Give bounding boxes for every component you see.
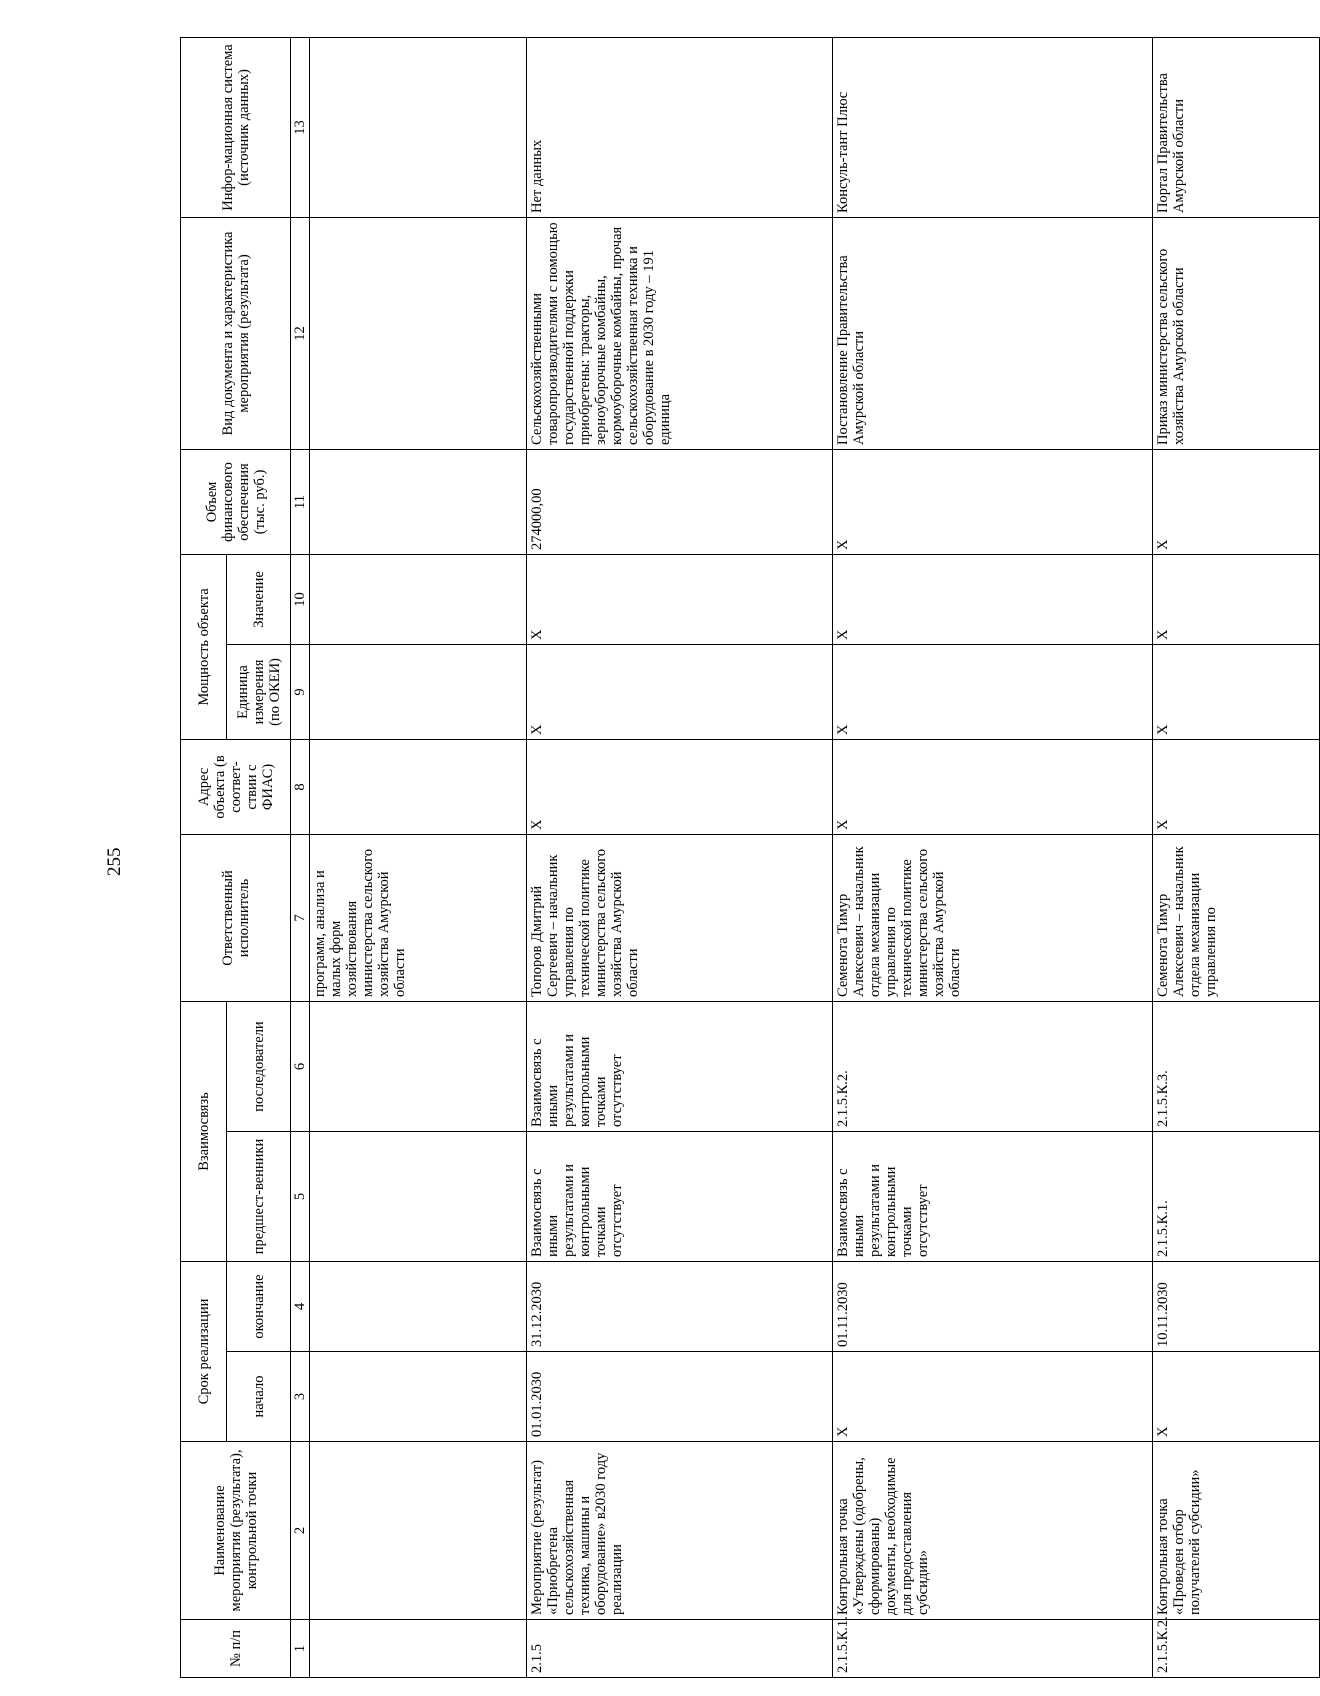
cell-value: X [833, 554, 1153, 644]
cell-name: Контрольная точка «Утверждены (одобрены, сформированы) документы, необходимые для предоставления субсидии» [833, 1442, 1153, 1620]
table-row-2-1-5-k2 [1153, 37, 1320, 1677]
header-value: Значение [227, 554, 291, 644]
cell-name: Мероприятие (результат) «Приобретена сельскохозяйственная техника, машины и оборудование» в2030 году реализации [527, 1442, 833, 1620]
column-number: 8 [291, 739, 310, 834]
table-row-continuation [310, 37, 527, 1677]
cell-info: Портал Правительства Амурской области [1153, 37, 1320, 217]
column-number: 12 [291, 217, 310, 449]
cell-doc: Постановление Правительства Амурской области [833, 217, 1153, 449]
column-number: 7 [291, 834, 310, 1001]
cell-doc [310, 217, 527, 449]
cell-unit: X [527, 644, 833, 739]
cell-value [310, 554, 527, 644]
table-row-2-1-5-k1 [833, 37, 1153, 1677]
cell-info [310, 37, 527, 217]
column-number: 5 [291, 1132, 310, 1262]
cell-address: X [833, 739, 1153, 834]
column-number: 6 [291, 1001, 310, 1131]
cell-num [310, 1620, 527, 1678]
cell-num: 2.1.5 [527, 1620, 833, 1678]
cell-finance: 274000,00 [527, 449, 833, 554]
cell-num: 2.1.5.К.1. [833, 1620, 1153, 1678]
header-doc-type: Вид документа и характеристика мероприятия (результата) [181, 217, 291, 449]
column-number: 4 [291, 1262, 310, 1352]
header-info-system: Инфор-мационная система (источник данных) [181, 37, 291, 217]
cell-unit: X [833, 644, 1153, 739]
cell-value: X [1153, 554, 1320, 644]
cell-info: Нет данных [527, 37, 833, 217]
cell-address: X [527, 739, 833, 834]
cell-finance: X [833, 449, 1153, 554]
column-number: 1 [291, 1620, 310, 1678]
header-address: Адрес объекта (в соответ-ствии с ФИАС) [181, 739, 291, 834]
column-number: 10 [291, 554, 310, 644]
cell-end [310, 1262, 527, 1352]
cell-unit [310, 644, 527, 739]
cell-info: Консуль-тант Плюс [833, 37, 1153, 217]
cell-address: X [1153, 739, 1320, 834]
cell-predecessors: 2.1.5.К.1. [1153, 1132, 1320, 1262]
cell-successors: 2.1.5.К.3. [1153, 1001, 1320, 1131]
cell-value: X [527, 554, 833, 644]
header-period: Срок реализации [181, 1262, 227, 1442]
cell-successors: Взаимосвязь с иными результатами и контрольными точками отсутствует [527, 1001, 833, 1131]
cell-executor: Семенота Тимур Алексеевич – начальник отдела механизации управления по [1153, 834, 1320, 1001]
header-start: начало [227, 1352, 291, 1442]
column-number: 2 [291, 1442, 310, 1620]
header-name: Наименование мероприятия (результата), контрольной точки [181, 1442, 291, 1620]
header-num: № п/п [181, 1620, 291, 1678]
rotated-table-container [180, 38, 1320, 1678]
cell-start: X [1153, 1352, 1320, 1442]
cell-doc: Приказ министерства сельского хозяйства Амурской области [1153, 217, 1320, 449]
cell-predecessors: Взаимосвязь с иными результатами и контрольными точками отсутствует [833, 1132, 1153, 1262]
cell-end: 10.11.2030 [1153, 1262, 1320, 1352]
header-relation: Взаимосвязь [181, 1001, 227, 1261]
header-row-1 [181, 37, 227, 1677]
cell-executor: программ, анализа и малых форм хозяйствования министерства сельского хозяйства Амурской области [310, 834, 527, 1001]
cell-doc: Сельскохозяйственными товаропроизводителями с помощью государственной поддержки приобретены: тракторы, зерноуборочные комбайны, кормоуборочные комбайны, прочая сельскохозяйственная техника и оборудование в 2030 году – 191 единица [527, 217, 833, 449]
cell-unit: X [1153, 644, 1320, 739]
events-table [180, 37, 1320, 1678]
header-successors: последователи [227, 1001, 291, 1131]
header-end: окончание [227, 1262, 291, 1352]
column-number: 9 [291, 644, 310, 739]
cell-end: 31.12.2030 [527, 1262, 833, 1352]
column-number: 3 [291, 1352, 310, 1442]
cell-executor: Семенота Тимур Алексеевич – начальник отдела механизации управления по технической политике министерства сельского хозяйства Амурской области [833, 834, 1153, 1001]
cell-start [310, 1352, 527, 1442]
cell-name [310, 1442, 527, 1620]
table-row-2-1-5 [527, 37, 833, 1677]
column-numbers-row [291, 37, 310, 1677]
header-executor: Ответственный исполнитель [181, 834, 291, 1001]
cell-successors: 2.1.5.К.2. [833, 1001, 1153, 1131]
column-number: 13 [291, 37, 310, 217]
cell-start: 01.01.2030 [527, 1352, 833, 1442]
cell-predecessors [310, 1132, 527, 1262]
column-number: 11 [291, 449, 310, 554]
cell-address [310, 739, 527, 834]
cell-finance [310, 449, 527, 554]
cell-num: 2.1.5.К.2. [1153, 1620, 1320, 1678]
header-predecessors: предшест-венники [227, 1132, 291, 1262]
cell-successors [310, 1001, 527, 1131]
header-unit: Единица измерения (по ОКЕИ) [227, 644, 291, 739]
cell-finance: X [1153, 449, 1320, 554]
cell-name: Контрольная точка «Проведен отбор получателей субсидии» [1153, 1442, 1320, 1620]
cell-predecessors: Взаимосвязь с иными результатами и контрольными точками отсутствует [527, 1132, 833, 1262]
cell-end: 01.11.2030 [833, 1262, 1153, 1352]
header-capacity: Мощность объекта [181, 554, 227, 739]
page-number: 255 [104, 847, 125, 877]
cell-executor: Топоров Дмитрий Сергеевич – начальник управления по технической политике министерства сельского хозяйства Амурской области [527, 834, 833, 1001]
header-finance: Объем финансового обеспечения (тыс. руб.) [181, 449, 291, 554]
cell-start: X [833, 1352, 1153, 1442]
